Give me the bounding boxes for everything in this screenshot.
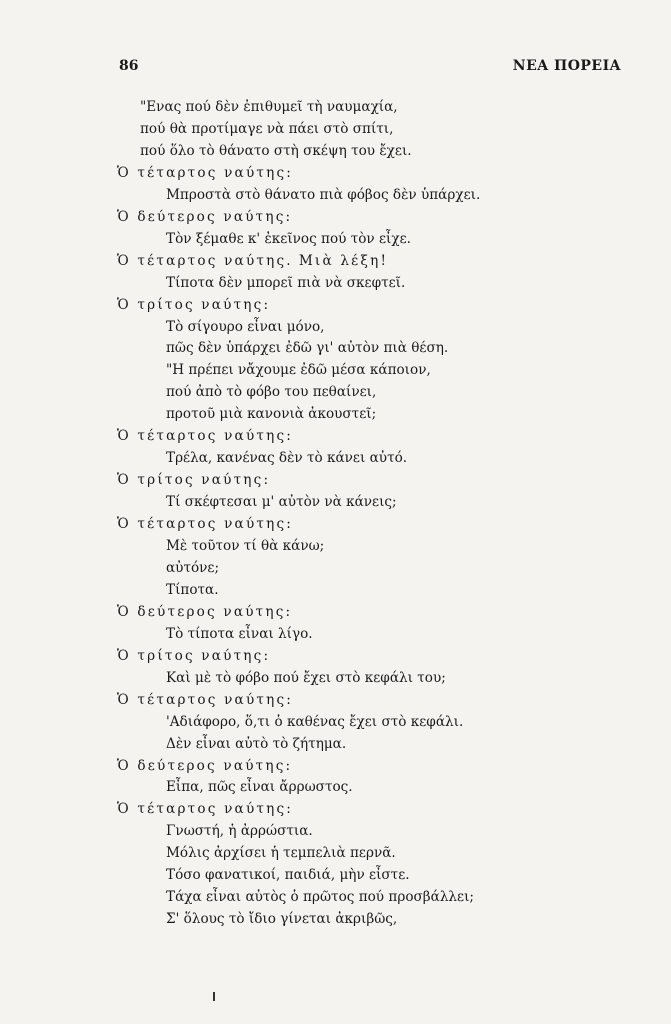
- verse-line: "Ενας πού δὲν ἐπιθυμεῖ τὴ ναυμαχία,: [140, 99, 398, 115]
- verse-line: πού ἀπὸ τὸ φόβο του πεθαίνει,: [166, 384, 377, 401]
- speaker-name: Ὁ τρίτος ναύτης:: [117, 296, 271, 313]
- speaker-name: Ὁ δεύτερος ναύτης:: [117, 208, 293, 225]
- verse-line: Τίποτα δὲν μπορεῖ πιὰ νὰ σκεφτεῖ.: [166, 274, 406, 291]
- speaker-name: Ὁ τέταρτος ναύτης.: [117, 252, 293, 269]
- verse-line: 'Αδιάφορο, ὅ,τι ὁ καθένας ἔχει στὸ κεφάλι.: [166, 713, 464, 730]
- speaker-line: [117, 209, 292, 225]
- speaker-name: Ὁ τρίτος ναύτης:: [117, 647, 271, 664]
- speaker-line: [117, 297, 270, 313]
- verse-line: Γνωστή, ἡ ἀρρώστια.: [166, 823, 313, 840]
- verse-line: Μόλις ἀρχίσει ἡ τεμπελιὰ περνᾶ.: [166, 845, 396, 862]
- speaker-name: Ὁ τέταρτος ναύτης:: [117, 801, 294, 818]
- verse-line: Δὲν εἶναι αὐτὸ τὸ ζήτημα.: [166, 735, 347, 752]
- speaker-line: [117, 428, 293, 444]
- speaker-line: [117, 604, 292, 620]
- verse-line: Μὲ τοῦτον τί θὰ κάνω;: [166, 538, 325, 554]
- verse-line: πῶς δὲν ὑπάρχει ἐδῶ γι' αὐτὸν πιὰ θέση.: [166, 340, 449, 357]
- scan-mark: [213, 992, 215, 1001]
- verse-line: Καὶ μὲ τὸ φόβο πού ἔχει στὸ κεφάλι του;: [166, 669, 446, 686]
- verse-line: προτοῦ μιὰ κανονιὰ ἀκουστεῖ;: [166, 406, 377, 423]
- running-head-title: ΝΕΑ ΠΟΡΕΙΑ: [512, 58, 621, 74]
- speaker-line: [117, 165, 293, 181]
- speaker-name: Ὁ τέταρτος ναύτης:: [117, 428, 294, 445]
- verse-line: αὐτόνε;: [166, 559, 220, 576]
- verse-line: Τὸ σίγουρο εἶναι μόνο,: [166, 318, 325, 335]
- verse-line: πού ὅλο τὸ θάνατο στὴ σκέψη του ἔχει.: [140, 142, 412, 159]
- verse-line: Τρέλα, κανένας δὲν τὸ κάνει αὐτό.: [166, 450, 408, 467]
- speaker-name: Ὁ τέταρτος ναύτης:: [117, 164, 294, 181]
- verse-line: Τόσο φανατικοί, παιδιά, μὴν εἶστε.: [166, 867, 410, 884]
- speaker-name: Ὁ δεύτερος ναύτης:: [117, 757, 293, 774]
- speaker-inline-verse: Μιὰ λέξη!: [298, 252, 389, 269]
- speaker-name: Ὁ δεύτερος ναύτης:: [117, 603, 293, 620]
- speaker-name: Ὁ τέταρτος ναύτης:: [117, 691, 294, 708]
- speaker-name: Ὁ τέταρτος ναύτης:: [117, 516, 294, 533]
- verse-line: "Η πρέπει νἄχουμε ἐδῶ μέσα κάποιον,: [166, 362, 431, 379]
- page-number: 86: [119, 58, 139, 74]
- speaker-line: [117, 692, 293, 708]
- verse-line: Τὸ τίποτα εἶναι λίγο.: [166, 625, 313, 642]
- speaker-line: [117, 472, 270, 488]
- speaker-line: [117, 253, 388, 269]
- verse-line: πού θὰ προτίμαγε νὰ πάει στὸ σπίτι,: [140, 120, 394, 137]
- verse-line: Τίποτα.: [166, 581, 219, 598]
- verse-line: Τὸν ξέμαθε κ' ἐκεῖνος πού τὸν εἶχε.: [166, 230, 411, 247]
- verse-line: Σ' ὅλους τὸ ἴδιο γίνεται ἀκριβῶς,: [166, 911, 398, 928]
- speaker-name: Ὁ τρίτος ναύτης:: [117, 472, 271, 489]
- verse-line: Εἶπα, πῶς εἶναι ἄρρωστος.: [166, 779, 353, 796]
- verse-line: Τί σκέφτεσαι μ' αὐτὸν νὰ κάνεις;: [166, 494, 397, 511]
- speaker-line: [117, 648, 270, 664]
- verse-line: Μπροστὰ στὸ θάνατο πιὰ φόβος δὲν ὑπάρχει.: [166, 186, 481, 203]
- speaker-line: [117, 516, 293, 532]
- speaker-line: [117, 758, 292, 774]
- speaker-line: [117, 801, 293, 817]
- verse-line: Τάχα εἶναι αὐτὸς ὁ πρῶτος πού προσβάλλει;: [166, 889, 475, 906]
